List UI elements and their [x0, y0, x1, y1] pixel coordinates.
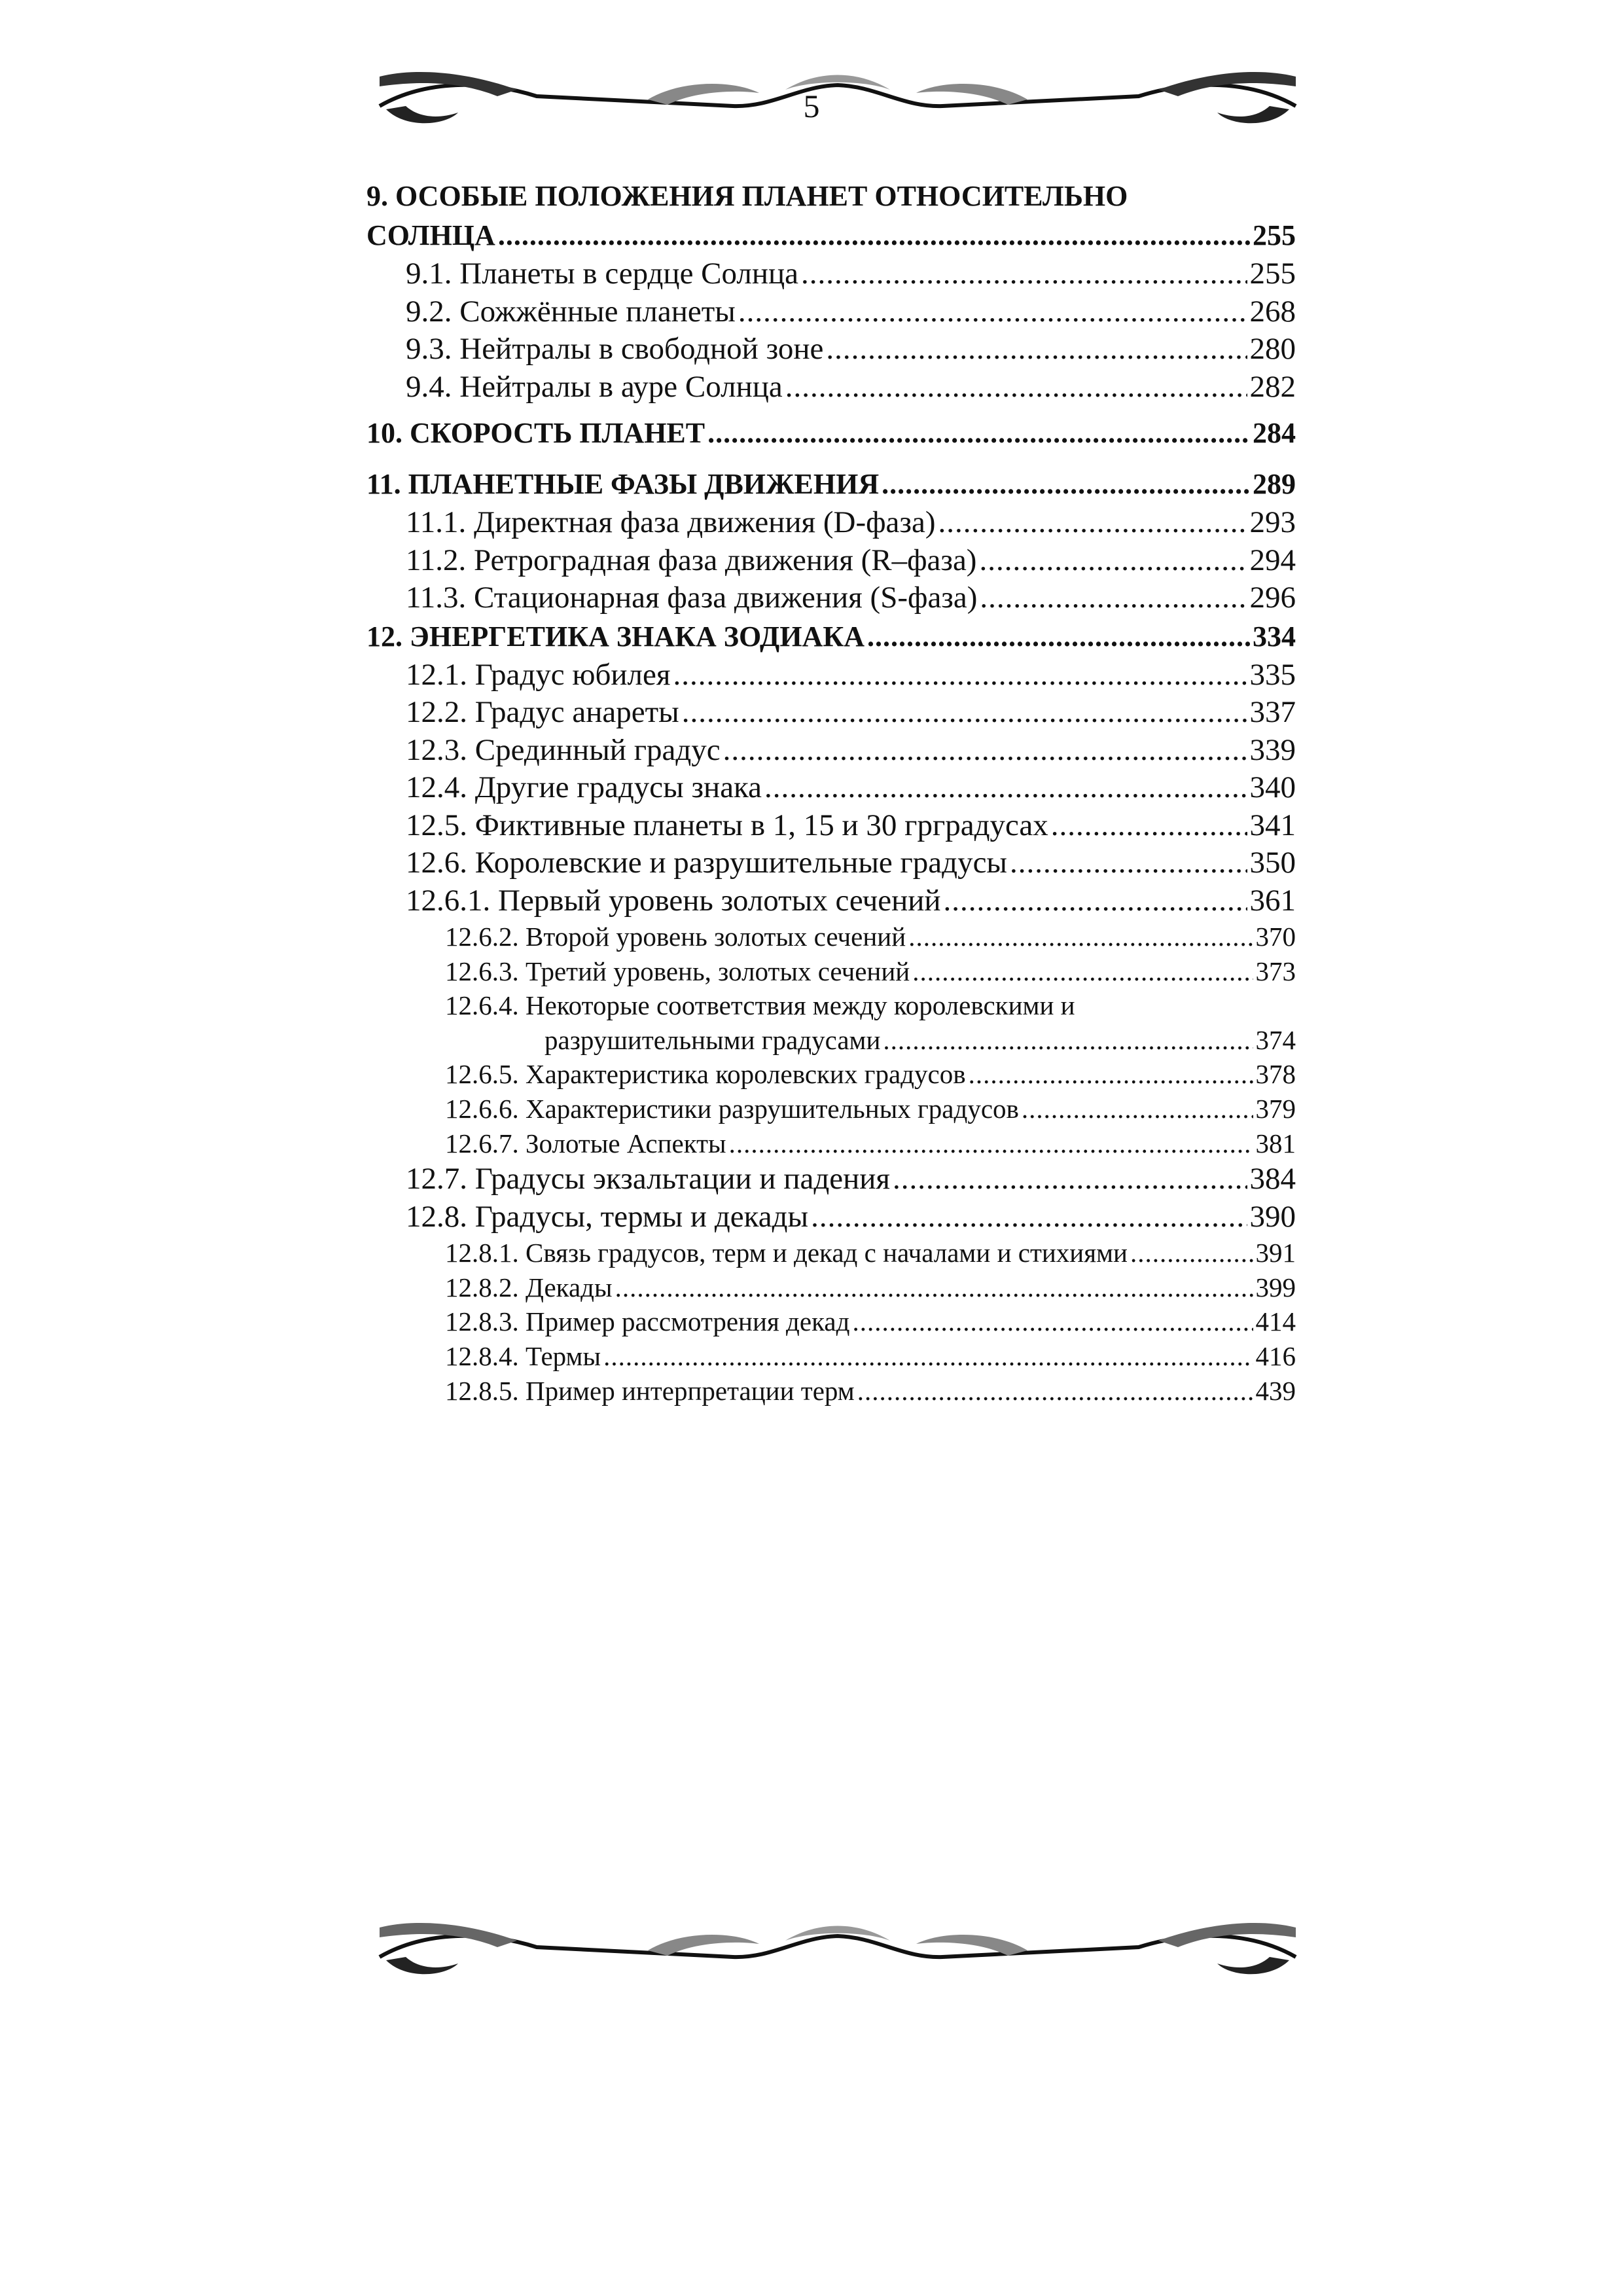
toc-item-11-3[interactable]: 11.3. Стационарная фаза движения (S-фаза) ..... 296 — [366, 579, 1296, 617]
toc-chapter-10[interactable]: 10. СКОРОСТЬ ПЛАНЕТ ..... 284 — [366, 414, 1296, 453]
toc-item-12-8-3[interactable]: 12.8.3. Пример рассмотрения декад ..... 414 — [366, 1304, 1296, 1339]
toc-item-11-2[interactable]: 11.2. Ретроградная фаза движения (R–фаза) ..... 294 — [366, 542, 1296, 580]
toc-chapter-9[interactable] — [366, 216, 1296, 255]
toc-item-12-6-4[interactable]: разрушительными градусами ..... 374 — [366, 1023, 1296, 1058]
toc-item-12-6-1[interactable]: 12.6.1. Первый уровень золотых сечений ..... 361 — [366, 882, 1296, 920]
toc-item-9-3[interactable]: 9.3. Нейтралы в свободной зоне ..... 280 — [366, 331, 1296, 368]
toc-item-12-6-6[interactable]: 12.6.6. Характеристики разрушительных градусов ..... 379 — [366, 1092, 1296, 1126]
toc-item-12-6-7[interactable]: 12.6.7. Золотые Аспекты ..... 381 — [366, 1126, 1296, 1161]
toc-item-12-6-2[interactable]: 12.6.2. Второй уровень золотых сечений ..... 370 — [366, 920, 1296, 954]
toc-item-12-6-5[interactable]: 12.6.5. Характеристика королевских градусов ..... 378 — [366, 1057, 1296, 1092]
toc-item-12-6[interactable]: 12.6. Королевские и разрушительные градусы ..... 350 — [366, 844, 1296, 882]
toc-chapter-12[interactable]: 12. ЭНЕРГЕТИКА ЗНАКА ЗОДИАКА ..... 334 — [366, 617, 1296, 656]
toc-item-12-3[interactable]: 12.3. Срединный градус ..... 339 — [366, 732, 1296, 770]
toc-item-12-8-1[interactable]: 12.8.1. Связь градусов, терм и декад с началами и стихиями ..... 391 — [366, 1236, 1296, 1270]
toc-item-12-8-5[interactable]: 12.8.5. Пример интерпретации терм ..... 439 — [366, 1374, 1296, 1408]
toc-item-12-4[interactable]: 12.4. Другие градусы знака ..... 340 — [366, 769, 1296, 807]
page-number: 5 — [803, 88, 820, 124]
toc-item-11-1[interactable]: 11.1. Директная фаза движения (D-фаза) ..... 293 — [366, 504, 1296, 542]
toc-item-12-6-3[interactable]: 12.6.3. Третий уровень, золотых сечений ..... 373 — [366, 954, 1296, 989]
table-of-contents — [366, 177, 1296, 1408]
toc-item-9-4[interactable]: 9.4. Нейтралы в ауре Солнца ..... 282 — [366, 368, 1296, 406]
toc-chapter-9-line1: 9. ОСОБЫЕ ПОЛОЖЕНИЯ ПЛАНЕТ ОТНОСИТЕЛЬНО — [366, 180, 1128, 212]
toc-item-12-8[interactable]: 12.8. Градусы, термы и декады ..... 390 — [366, 1198, 1296, 1236]
bottom-ornament — [366, 1911, 1309, 1983]
toc-item-12-1[interactable]: 12.1. Градус юбилея ..... 335 — [366, 656, 1296, 694]
toc-item-9-1[interactable]: 9.1. Планеты в сердце Солнца ..... 255 — [366, 255, 1296, 293]
toc-item-12-2[interactable]: 12.2. Градус анареты ..... 337 — [366, 694, 1296, 732]
toc-item-12-5[interactable]: 12.5. Фиктивные планеты в 1, 15 и 30 грградусах ..... 341 — [366, 807, 1296, 845]
toc-item-12-7[interactable]: 12.7. Градусы экзальтации и падения ..... 384 — [366, 1160, 1296, 1198]
toc-item-12-6-4-line1: 12.6.4. Некоторые соответствия между королевскими и — [445, 990, 1075, 1021]
toc-page: 255 — [1253, 219, 1296, 251]
toc-item-12-8-4[interactable]: 12.8.4. Термы ..... 416 — [366, 1339, 1296, 1374]
toc-item-9-2[interactable]: 9.2. Сожжённые планеты ..... 268 — [366, 293, 1296, 331]
toc-title: СОЛНЦА — [366, 219, 495, 251]
toc-item-12-8-2[interactable]: 12.8.2. Декады ..... 399 — [366, 1270, 1296, 1305]
toc-chapter-11[interactable]: 11. ПЛАНЕТНЫЕ ФАЗЫ ДВИЖЕНИЯ ..... 289 — [366, 465, 1296, 504]
